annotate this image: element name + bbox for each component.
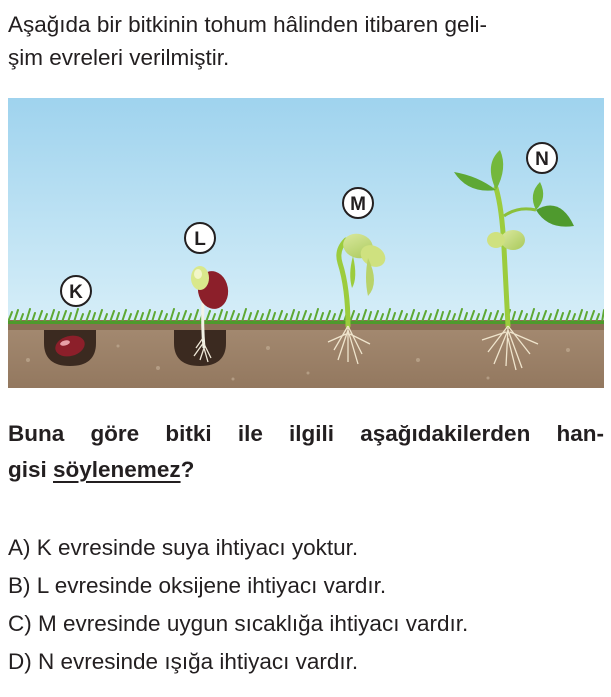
- intro-text: [8, 8, 604, 74]
- label-m: [343, 188, 373, 218]
- option-b[interactable]: [8, 567, 604, 605]
- option-letter: B): [8, 573, 31, 598]
- question-prefix: gisi: [8, 457, 54, 482]
- question-keyword: söylenemez: [53, 457, 181, 482]
- question-text: [8, 416, 604, 488]
- option-d[interactable]: [8, 643, 604, 681]
- option-a[interactable]: [8, 529, 604, 567]
- option-text: K evresinde suya ihtiyacı yoktur.: [36, 535, 359, 560]
- label-k: [61, 276, 91, 306]
- label-l: [185, 223, 215, 253]
- option-letter: C): [8, 611, 32, 636]
- stage-k-seed: [44, 330, 96, 366]
- label-m-text: M: [350, 194, 366, 215]
- option-text: N evresinde ışığa ihtiyacı vardır.: [38, 649, 359, 674]
- intro-line-1: Aşağıda bir bitkinin tohum hâlinden itibaren geli-: [8, 12, 488, 37]
- question-line-1: Buna göre bitki ile ilgili aşağıdakilerden han-: [8, 421, 604, 446]
- option-text: L evresinde oksijene ihtiyacı vardır.: [36, 573, 387, 598]
- intro-line-2: şim evreleri verilmiştir.: [8, 45, 230, 70]
- plant-growth-illustration: [8, 98, 604, 388]
- option-text: M evresinde uygun sıcaklığa ihtiyacı vardır.: [38, 611, 469, 636]
- question-suffix: ?: [180, 457, 195, 482]
- option-letter: D): [8, 649, 32, 674]
- option-letter: A): [8, 535, 31, 560]
- soil: [8, 320, 604, 388]
- label-k-text: K: [69, 282, 83, 303]
- label-l-text: L: [194, 229, 206, 250]
- label-n-text: N: [535, 149, 549, 170]
- answer-options: [8, 529, 604, 681]
- option-c[interactable]: [8, 605, 604, 643]
- question-line-2: [8, 452, 604, 488]
- label-n: [527, 143, 557, 173]
